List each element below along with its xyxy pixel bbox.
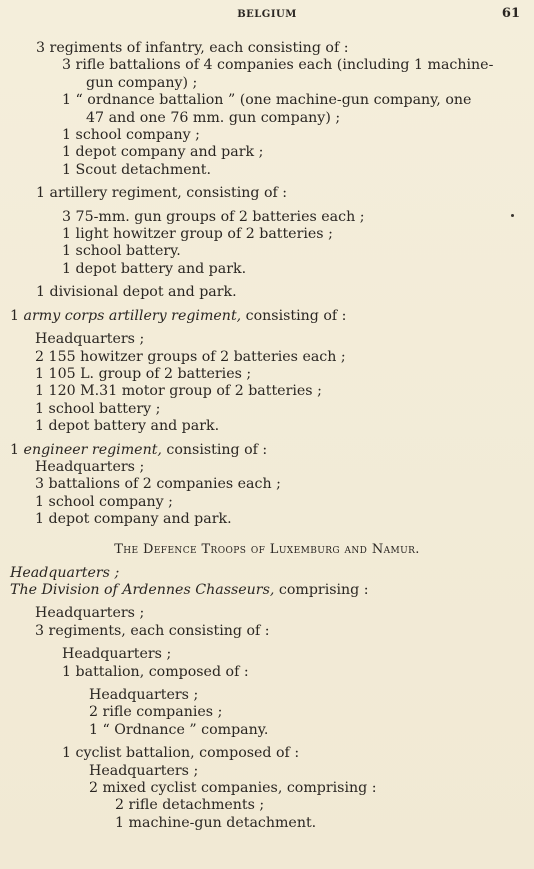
text-line: 1 depot battery and park. — [35, 418, 220, 435]
text-line: 2 mixed cyclist companies, comprising : — [89, 780, 377, 797]
subheading-rest: consisting of : — [161, 441, 268, 458]
text-line: 1 school company ; — [35, 493, 173, 510]
text-line: Headquarters ; — [10, 564, 120, 581]
text-line: 1 105 L. group of 2 batteries ; — [35, 365, 252, 382]
division-line — [0, 582, 534, 599]
text-line: 1 school battery. — [62, 243, 181, 260]
page-body — [0, 40, 534, 832]
text-line: gun company) ; — [86, 74, 198, 91]
text-line: 1 Scout detachment. — [62, 161, 212, 178]
text-line: 2 rifle detachments ; — [115, 797, 265, 814]
text-line: Headquarters ; — [89, 687, 199, 703]
text-line: Headquarters ; — [35, 458, 145, 475]
text-line: 1 depot company and park ; — [62, 144, 264, 161]
subheading-line — [0, 442, 534, 459]
text-line: 47 and one 76 mm. gun company) ; — [86, 109, 341, 126]
text-line: 1 artillery regiment, consisting of : — [36, 185, 288, 202]
page-number: 61 — [501, 6, 520, 21]
text-line: 1 school company ; — [62, 127, 200, 144]
text-line: 3 75-mm. gun groups of 2 batteries each ; — [62, 208, 365, 225]
division-italic: The Division of Ardennes Chasseurs, — [10, 581, 275, 598]
text-line: 1 school battery ; — [35, 400, 161, 417]
text-line: Headquarters ; — [62, 646, 172, 663]
text-line: 2 155 howitzer groups of 2 batteries each ; — [35, 348, 346, 365]
section-title: The Defence Troops of Luxemburg and Namur. — [114, 541, 420, 557]
page-header — [0, 6, 534, 24]
text-line: 3 regiments, each consisting of : — [35, 622, 270, 639]
text-line: 1 120 M.31 motor group of 2 batteries ; — [35, 383, 322, 400]
text-line: Headquarters ; — [35, 331, 145, 348]
text-line: 1 battalion, composed of : — [62, 663, 249, 680]
subheading-line — [0, 308, 534, 325]
text-line: 1 depot battery and park. — [62, 260, 247, 277]
text-line: 1 machine-gun detachment. — [115, 814, 317, 831]
text-line: 1 divisional depot and park. — [36, 284, 237, 301]
text-line: 1 “ ordnance battalion ” (one machine-gun company, one — [62, 92, 472, 109]
division-rest: comprising : — [274, 581, 369, 598]
text-line: 3 regiments of infantry, each consisting of : — [36, 40, 349, 56]
text-line: 3 rifle battalions of 4 companies each (including 1 machine- — [62, 57, 494, 74]
text-line: 1 “ Ordnance ” company. — [89, 721, 269, 738]
subheading-italic: army corps artillery regiment, — [23, 307, 242, 324]
subheading-italic: engineer regiment, — [23, 441, 162, 458]
text-line: 1 light howitzer group of 2 batteries ; — [62, 226, 333, 243]
text-line: Headquarters ; — [89, 762, 199, 779]
text-line: 3 battalions of 2 companies each ; — [35, 476, 281, 493]
text-line: 1 depot company and park. — [35, 511, 232, 528]
subheading-rest: consisting of : — [241, 307, 347, 324]
subheading-number: 1 — [10, 307, 20, 324]
text-line: Headquarters ; — [35, 605, 145, 622]
text-line: 1 cyclist battalion, composed of : — [62, 745, 300, 762]
text-line: 2 rifle companies ; — [89, 704, 223, 721]
subheading-number: 1 — [10, 441, 20, 458]
running-head: BELGIUM — [237, 9, 297, 20]
